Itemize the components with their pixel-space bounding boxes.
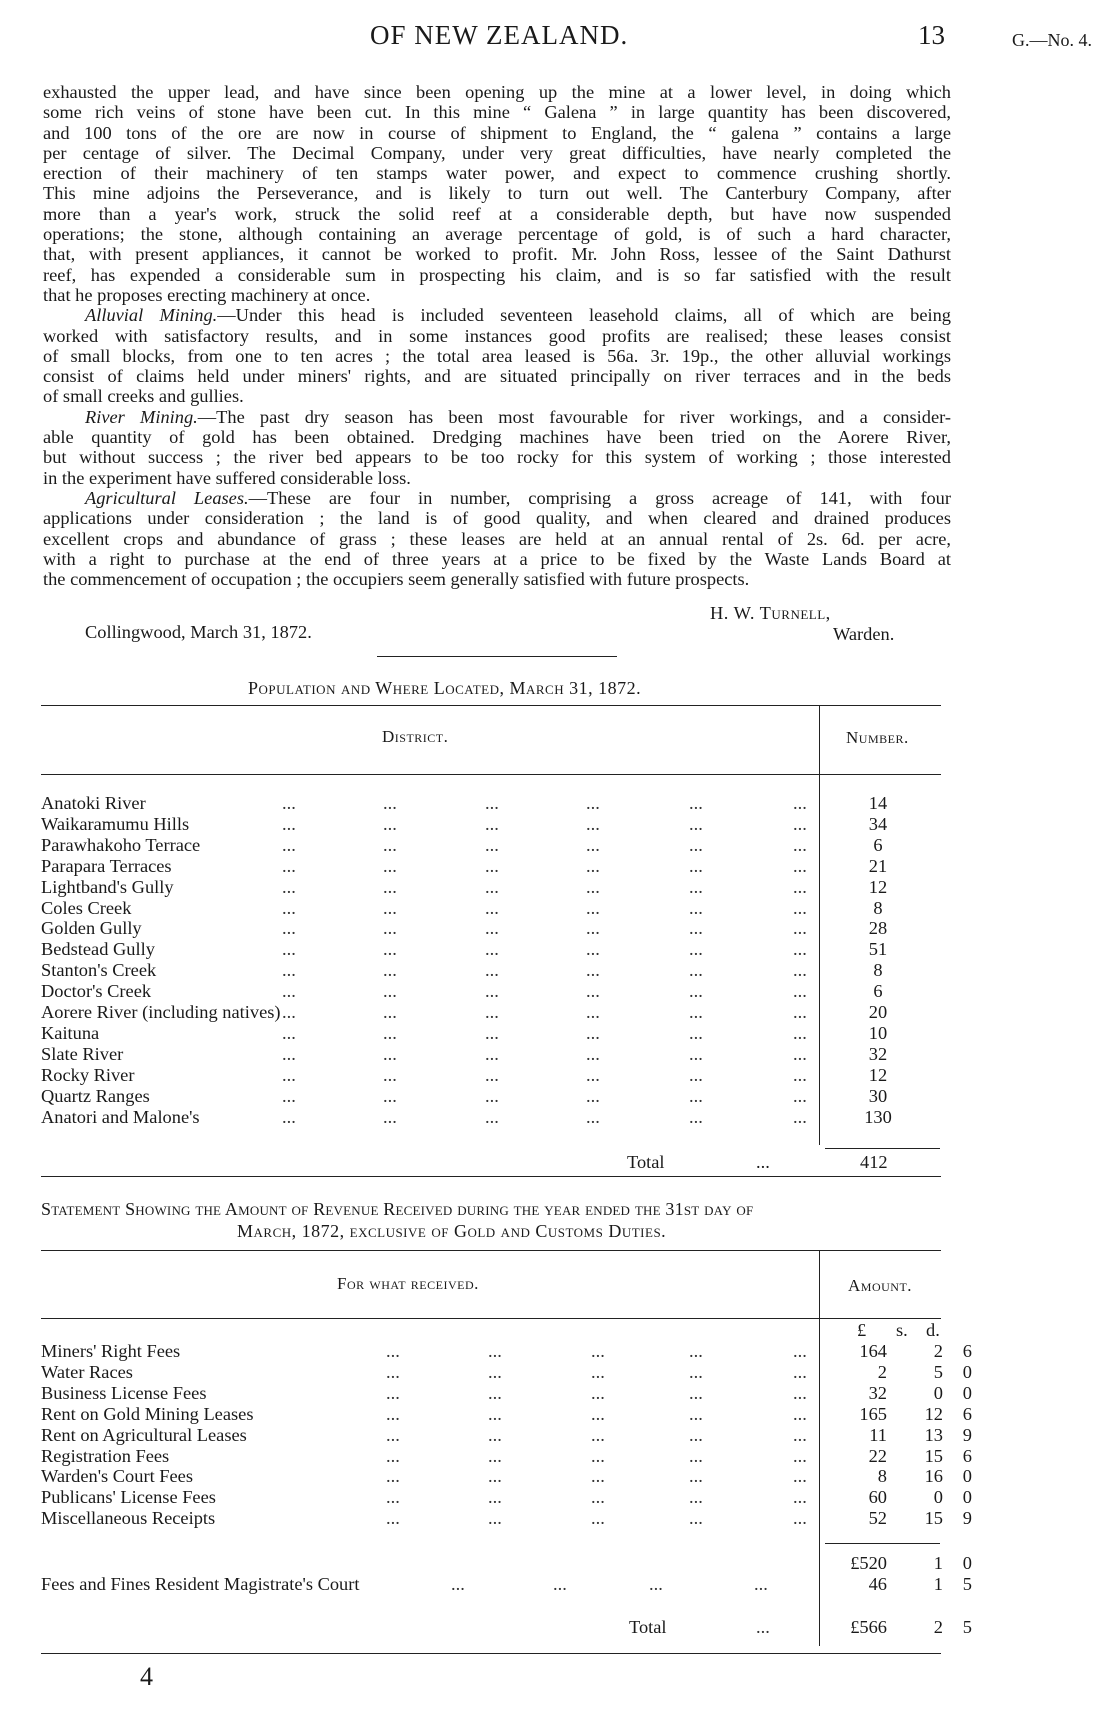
- footer-mark: 4: [140, 1662, 153, 1691]
- total-rule: [825, 1148, 940, 1149]
- river-heading: River Mining.: [85, 406, 198, 427]
- table-row: Waikaramumu Hills ... ... ... ... ... ... 34: [41, 814, 941, 835]
- subtotal-row: [41, 1553, 972, 1574]
- revenue-item: Miners' Right Fees: [41, 1341, 181, 1361]
- district-number: 130: [864, 1106, 892, 1127]
- body-line: that, with present appliances, it cannot be worked to profit. Mr. John Ross, lessee of the Saint Dathurst: [43, 244, 951, 265]
- revenue-pounds: 52: [868, 1508, 887, 1529]
- body-line: able quantity of gold has been obtained. Dredging machines have been tried on the Aorere River,: [43, 427, 951, 448]
- column-header-district: District.: [382, 727, 449, 746]
- district-name: Anatori and Malone's: [41, 1106, 200, 1127]
- revenue-item: Registration Fees: [41, 1445, 170, 1466]
- district-name: Doctor's Creek: [41, 981, 152, 1002]
- table-row: Publicans' License Fees ... ... ... ... ... 60 0 0: [41, 1487, 972, 1508]
- column-header-number: Number.: [846, 728, 909, 747]
- district-name: Golden Gully: [41, 918, 142, 939]
- revenue-pence: 6: [962, 1341, 972, 1361]
- body-line: consist of claims held under miners' rights, and are situated principally on river terraces and in the beds: [43, 366, 951, 387]
- table-row: Quartz Ranges ... ... ... ... ... ... 30: [41, 1086, 941, 1107]
- body-line: but without success ; the river bed appears to be too rocky for this system of working ; those interested: [43, 447, 951, 468]
- table-row: Water Races ... ... ... ... ... 2 5 0: [41, 1361, 972, 1382]
- revenue-total-dots: ...: [756, 1617, 770, 1637]
- population-total-label: Total: [627, 1152, 665, 1172]
- revenue-bottom-rule: [41, 1653, 941, 1654]
- body-line: in the experiment have suffered considerable loss.: [43, 467, 411, 488]
- table-row: Anatori and Malone's ... ... ... ... ... ... 130: [41, 1107, 941, 1128]
- table-row: Registration Fees ... ... ... ... ... 22 15 6: [41, 1445, 972, 1466]
- district-name: Quartz Ranges: [41, 1085, 150, 1106]
- document-reference: G.—No. 4.: [1012, 30, 1092, 50]
- revenue-shillings: 15: [924, 1445, 943, 1466]
- signature-name: H. W. Turnell,: [710, 603, 831, 623]
- revenue-item: Miscellaneous Receipts: [41, 1508, 216, 1529]
- table-row: Slate River ... ... ... ... ... ... 32: [41, 1044, 941, 1065]
- body-line: erection of their machinery of ten stamps water power, and expect to commence crushing shortly.: [43, 163, 951, 184]
- revenue-shillings: 5: [933, 1361, 943, 1382]
- revenue-total-label: Total: [629, 1617, 667, 1637]
- table-row: Golden Gully ... ... ... ... ... ... 28: [41, 918, 941, 939]
- revenue-item: Rent on Agricultural Leases: [41, 1424, 247, 1445]
- body-line: applications under consideration ; the land is of good quality, and when cleared and drained produces: [43, 508, 951, 529]
- table-row: Rent on Gold Mining Leases ... ... ... ... ... 165 12 6: [41, 1403, 972, 1424]
- revenue-pence: 0: [962, 1487, 972, 1508]
- revenue-title-line-2: March, 1872, exclusive of Gold and Customs Duties.: [237, 1221, 667, 1241]
- body-line: exhausted the upper lead, and have since been opening up the mine at a lower level, in doing which: [43, 82, 951, 102]
- revenue-pence: 9: [962, 1424, 972, 1445]
- page-number: 13: [918, 20, 945, 50]
- district-number: 28: [868, 918, 888, 939]
- table-row: Stanton's Creek ... ... ... ... ... ... 8: [41, 960, 941, 981]
- district-name: Bedstead Gully: [41, 939, 155, 960]
- table-row: Rent on Agricultural Leases ... ... ... ... ... 11 13 9: [41, 1424, 972, 1445]
- district-number: 20: [868, 1002, 888, 1022]
- unit-pence: d.: [926, 1320, 940, 1340]
- agricultural-paragraph-first-line: Agricultural Leases.—These are four in number, comprising a gross acreage of 141, with four: [85, 487, 951, 508]
- court-fees-item: Fees and Fines Resident Magistrate's Court: [41, 1574, 360, 1594]
- subtotal-rule: [825, 1543, 940, 1544]
- population-total-value: 412: [860, 1152, 888, 1172]
- body-line: reef, has expended a considerable sum in prospecting his claim, and is so far satisfied with the result: [43, 264, 951, 285]
- revenue-pence: 6: [962, 1445, 972, 1466]
- district-number: 21: [868, 855, 888, 876]
- revenue-total-row: [41, 1617, 972, 1638]
- body-line: of small creeks and gullies.: [43, 386, 244, 407]
- body-line: excellent crops and abundance of grass ; these leases are held at an annual rental of 2s. 6d. per acre,: [43, 528, 951, 549]
- district-number: 51: [868, 939, 888, 960]
- body-line: per centage of silver. The Decimal Company, under very great difficulties, have nearly completed the: [43, 142, 951, 163]
- population-table-title: Population and Where Located, March 31, 1872.: [248, 678, 642, 698]
- district-number: 8: [873, 960, 883, 981]
- district-name: Stanton's Creek: [41, 960, 157, 981]
- revenue-shillings: 0: [933, 1382, 943, 1403]
- district-number: 6: [873, 834, 883, 855]
- table-row: Lightband's Gully ... ... ... ... ... ... 12: [41, 877, 941, 898]
- district-number: 34: [868, 813, 888, 834]
- total-shillings: 2: [933, 1617, 943, 1637]
- revenue-item: Business License Fees: [41, 1382, 207, 1403]
- body-line: operations; the stone, although containing an average percentage of gold, is of such a hard character,: [43, 224, 951, 245]
- revenue-pounds: 32: [868, 1382, 887, 1403]
- district-name: Lightband's Gully: [41, 876, 174, 897]
- revenue-shillings: 2: [933, 1341, 943, 1361]
- total-pounds: £566: [850, 1617, 887, 1637]
- court-fees-shillings: 1: [933, 1574, 943, 1594]
- revenue-shillings: 16: [924, 1466, 943, 1487]
- district-name: Parawhakoho Terrace: [41, 834, 201, 855]
- table-row: Doctor's Creek ... ... ... ... ... ... 6: [41, 981, 941, 1002]
- table-row: Anatoki River ... ... ... ... ... ... 14: [41, 793, 941, 814]
- court-fees-row: Fees and Fines Resident Magistrate's Court ... ... ... ... 46 1 5: [41, 1574, 972, 1594]
- total-pence: 5: [962, 1617, 972, 1637]
- revenue-item: Warden's Court Fees: [41, 1466, 193, 1487]
- district-number: 12: [868, 876, 888, 897]
- unit-pounds: £: [857, 1320, 867, 1340]
- revenue-shillings: 13: [924, 1424, 943, 1445]
- column-header-amount: Amount.: [848, 1276, 913, 1295]
- table-row: Miscellaneous Receipts ... ... ... ... ... 52 15 9: [41, 1508, 972, 1529]
- table-row: Warden's Court Fees ... ... ... ... ... 8 16 0: [41, 1466, 972, 1487]
- revenue-item: Water Races: [41, 1361, 133, 1382]
- table-top-rule: [41, 705, 941, 706]
- body-line: some rich veins of stone have been cut. In this mine “ Galena ” in large quantity has been discovered,: [43, 102, 951, 123]
- revenue-shillings: 0: [933, 1487, 943, 1508]
- revenue-item: Rent on Gold Mining Leases: [41, 1403, 254, 1424]
- report-body: [43, 82, 951, 589]
- district-name: Aorere River (including natives): [41, 1002, 281, 1022]
- revenue-title-line-1: Statement Showing the Amount of Revenue Received during the year ended the 31st day of: [41, 1199, 754, 1219]
- population-total-dots: ...: [756, 1152, 770, 1172]
- district-number: 14: [868, 793, 888, 813]
- table-row: Parawhakoho Terrace ... ... ... ... ... ... 6: [41, 835, 941, 856]
- column-header-received: For what received.: [337, 1274, 479, 1293]
- table-row: Bedstead Gully ... ... ... ... ... ... 51: [41, 939, 941, 960]
- table-row: Coles Creek ... ... ... ... ... ... 8: [41, 898, 941, 919]
- body-line: of small blocks, from one to ten acres ; the total area leased is 56a. 3r. 19p., the other alluvial workings: [43, 345, 951, 366]
- revenue-pence: 0: [962, 1361, 972, 1382]
- revenue-pounds: 22: [868, 1445, 887, 1466]
- agricultural-heading: Agricultural Leases.: [85, 487, 249, 508]
- table-row: Parapara Terraces ... ... ... ... ... ... 21: [41, 856, 941, 877]
- district-name: Anatoki River: [41, 793, 146, 813]
- body-line: with a right to purchase at the end of three years at a price to be fixed by the Waste Lands Board at: [43, 548, 951, 569]
- revenue-header-rule: [41, 1318, 941, 1319]
- subtotal-shillings: 1: [933, 1553, 943, 1573]
- district-name: Parapara Terraces: [41, 855, 172, 876]
- subtotal-pence: 0: [962, 1553, 972, 1573]
- table-row: Business License Fees ... ... ... ... ... 32 0 0: [41, 1382, 972, 1403]
- district-number: 12: [868, 1064, 888, 1085]
- district-number: 8: [873, 897, 883, 918]
- section-separator: [377, 656, 617, 657]
- district-name: Coles Creek: [41, 897, 132, 918]
- river-paragraph-first-line: River Mining.—The past dry season has been most favourable for river workings, and a consider-: [85, 406, 951, 427]
- court-fees-pounds: 46: [868, 1574, 887, 1594]
- signature-title: Warden.: [833, 624, 895, 644]
- district-name: Kaituna: [41, 1022, 100, 1043]
- alluvial-paragraph-first-line: Alluvial Mining.—Under this head is included seventeen leasehold claims, all of which are being: [85, 305, 951, 326]
- header-rule: [41, 774, 941, 775]
- subtotal-pounds: £520: [850, 1553, 887, 1573]
- court-fees-pence: 5: [962, 1574, 972, 1594]
- district-number: 6: [873, 981, 883, 1002]
- revenue-pounds: 2: [877, 1361, 887, 1382]
- district-number: 30: [868, 1085, 888, 1106]
- table-row: Aorere River (including natives) ... ... ... ... ... ... 20: [41, 1002, 941, 1023]
- revenue-pounds: 11: [869, 1424, 887, 1445]
- table-row: Kaituna ... ... ... ... ... ... 10: [41, 1023, 941, 1044]
- table-row: Miners' Right Fees ... ... ... ... ... 164 2 6: [41, 1341, 972, 1361]
- district-name: Rocky River: [41, 1064, 135, 1085]
- revenue-pounds: 60: [868, 1487, 887, 1508]
- revenue-item: Publicans' License Fees: [41, 1487, 216, 1508]
- revenue-pounds: 8: [877, 1466, 887, 1487]
- district-name: Waikaramumu Hills: [41, 813, 190, 834]
- page-title: OF NEW ZEALAND.: [370, 20, 629, 50]
- body-line: more than a year's work, struck the solid reef at a considerable depth, but have now suspended: [43, 203, 951, 224]
- unit-shillings: s.: [896, 1320, 908, 1340]
- revenue-shillings: 12: [924, 1403, 943, 1424]
- revenue-pounds: 165: [859, 1403, 887, 1424]
- revenue-top-rule: [41, 1250, 941, 1251]
- revenue-shillings: 15: [924, 1508, 943, 1529]
- body-line: that he proposes erecting machinery at once.: [43, 284, 371, 305]
- district-name: Slate River: [41, 1043, 124, 1064]
- body-line: and 100 tons of the ore are now in course of shipment to England, the “ galena ” contains a large: [43, 122, 951, 143]
- district-number: 10: [868, 1022, 888, 1043]
- district-number: 32: [868, 1043, 888, 1064]
- revenue-pence: 0: [962, 1466, 972, 1487]
- body-line: the commencement of occupation ; the occupiers seem generally satisfied with future prospects.: [43, 569, 750, 590]
- revenue-pence: 6: [962, 1403, 972, 1424]
- place-and-date: Collingwood, March 31, 1872.: [85, 622, 312, 642]
- revenue-pence: 0: [962, 1382, 972, 1403]
- body-line: worked with satisfactory results, and in some instances good profits are realised; these leases consist: [43, 325, 951, 346]
- table-bottom-rule: [41, 1176, 941, 1177]
- body-line: This mine adjoins the Perseverance, and is likely to turn out well. The Canterbury Company, after: [43, 183, 951, 204]
- alluvial-heading: Alluvial Mining.: [85, 305, 218, 326]
- table-row: Rocky River ... ... ... ... ... ... 12: [41, 1065, 941, 1086]
- revenue-pence: 9: [962, 1508, 972, 1529]
- revenue-pounds: 164: [859, 1341, 887, 1361]
